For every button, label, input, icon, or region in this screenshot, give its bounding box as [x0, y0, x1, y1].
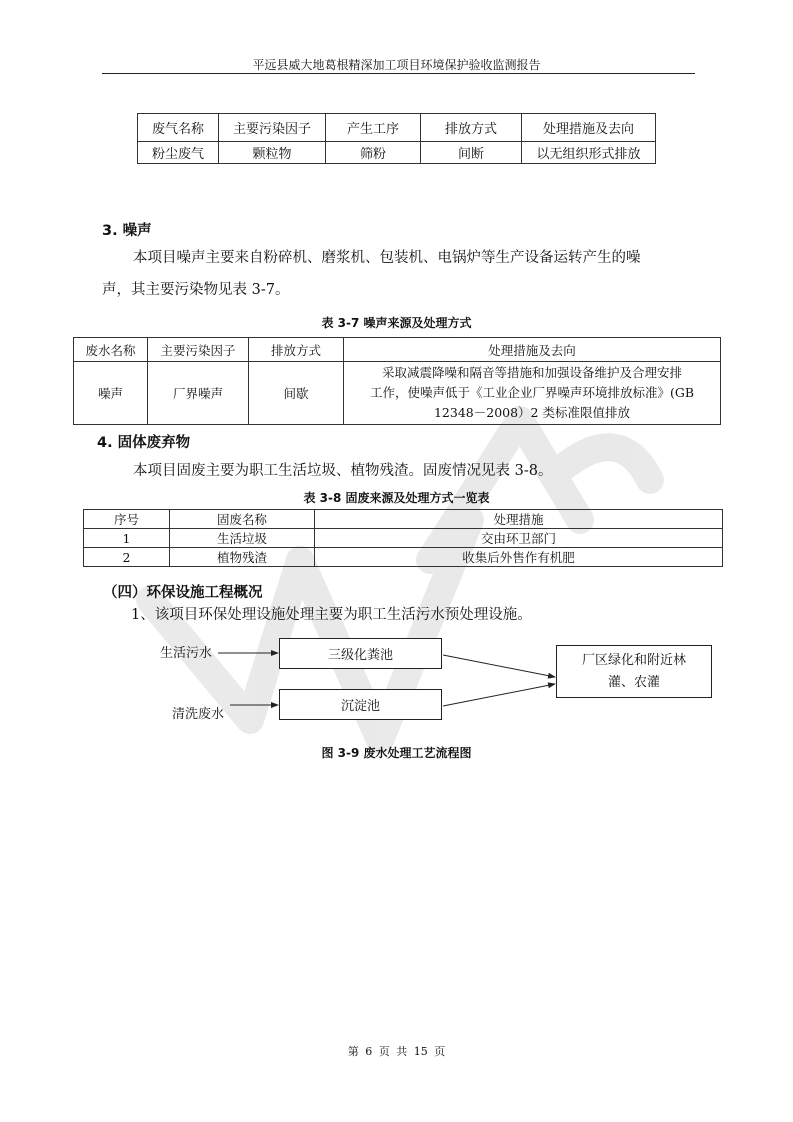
table-header-cell: 主要污染因子	[148, 338, 249, 362]
table-cell: 筛粉	[326, 142, 421, 164]
table-caption-3-8: 表 3-8 固废来源及处理方式一览表	[303, 491, 490, 505]
table-header-cell: 排放方式	[249, 338, 344, 362]
table-header-cell: 固废名称	[170, 510, 315, 529]
table-header-cell: 排放方式	[421, 114, 522, 142]
document-header-title: 平远县威大地葛根精深加工项目环境保护验收监测报告	[252, 58, 541, 72]
flow-input-domestic-sewage: 生活污水	[160, 646, 213, 661]
page-number: 第 6 页 共 15 页	[347, 1045, 446, 1058]
table-cell: 交由环卫部门	[315, 529, 723, 548]
noise-paragraph-line2: 声，其主要污染物见表 3-7。	[102, 282, 290, 298]
facilities-paragraph: 1、该项目环保处理设施处理主要为职工生活污水预处理设施。	[131, 607, 532, 623]
section-heading-noise: 3. 噪声	[102, 223, 152, 239]
table-cell: 粉尘废气	[138, 142, 219, 164]
arrow-icon	[443, 655, 555, 677]
table-cell: 生活垃圾	[170, 529, 315, 548]
measure-line: 工作，使噪声低于《工业企业厂界噪声环境排放标准》(GB	[369, 385, 695, 400]
flow-input-cleaning-wastewater: 清洗废水	[172, 707, 225, 722]
noise-paragraph-line1: 本项目噪声主要来自粉碎机、磨浆机、包装机、电锅炉等生产设备运转产生的噪	[133, 250, 641, 266]
table-header-cell: 序号	[84, 510, 170, 529]
destination-line: 厂区绿化和附近林	[581, 652, 686, 668]
table-cell: 间歇	[249, 362, 344, 425]
table-cell: 噪声	[74, 362, 148, 425]
table-header-cell: 处理措施	[315, 510, 723, 529]
table-header-cell: 废水名称	[74, 338, 148, 362]
table-cell: 颗粒物	[219, 142, 326, 164]
table-header-cell: 主要污染因子	[219, 114, 326, 142]
table-header-cell: 处理措施及去向	[344, 338, 721, 362]
arrow-icon	[443, 684, 555, 706]
measure-line: 采取减震降噪和隔音等措施和加强设备维护及合理安排	[381, 365, 682, 380]
table-cell: 1	[84, 529, 170, 548]
table-cell: 植物残渣	[170, 548, 315, 567]
table-header-cell: 废气名称	[138, 114, 219, 142]
table-cell: 间断	[421, 142, 522, 164]
table-cell: 以无组织形式排放	[522, 142, 656, 164]
table-cell: 2	[84, 548, 170, 567]
flow-box-sedimentation-tank: 沉淀池	[279, 689, 442, 720]
table-cell: 厂界噪声	[148, 362, 249, 425]
table-header-cell: 产生工序	[326, 114, 421, 142]
table-cell: 收集后外售作有机肥	[315, 548, 723, 567]
measure-line: 12348－2008）2 类标准限值排放	[433, 405, 630, 420]
figure-caption-3-9: 图 3-9 废水处理工艺流程图	[321, 746, 472, 760]
section-heading-facilities: （四）环保设施工程概况	[103, 585, 263, 601]
table-header-cell: 处理措施及去向	[522, 114, 656, 142]
destination-line: 灌、农灌	[607, 674, 660, 690]
table-caption-3-7: 表 3-7 噪声来源及处理方式	[321, 316, 472, 330]
solid-waste-paragraph: 本项目固废主要为职工生活垃圾、植物残渣。固废情况见表 3-8。	[133, 463, 553, 479]
flow-box-septic-tank: 三级化粪池	[279, 638, 442, 669]
section-heading-solid-waste: 4. 固体废弃物	[97, 435, 191, 451]
